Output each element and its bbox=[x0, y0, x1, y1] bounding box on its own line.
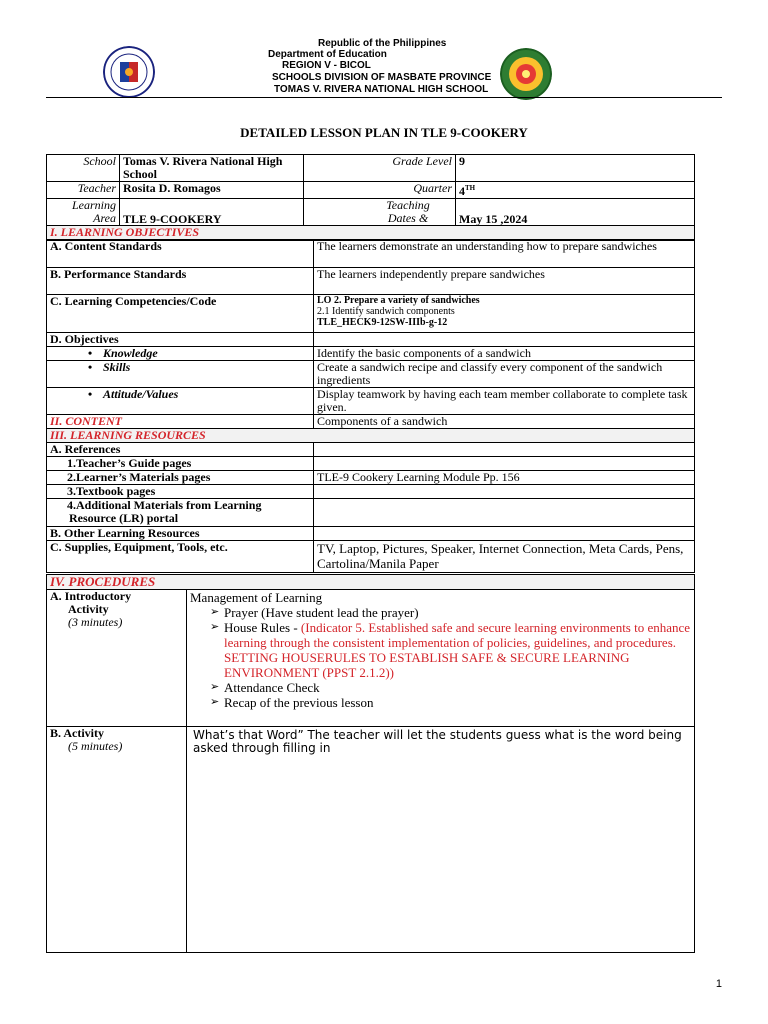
supplies-value: TV, Laptop, Pictures, Speaker, Internet Connection, Meta Cards, Pens, Cartolina/Manila Paper bbox=[314, 541, 695, 573]
supplies-label: C. Supplies, Equipment, Tools, etc. bbox=[47, 541, 314, 573]
intro-activity-label bbox=[47, 590, 187, 727]
header-school: TOMAS V. RIVERA NATIONAL HIGH SCHOOL bbox=[274, 84, 489, 95]
list-item-attendance: ➢ Attendance Check bbox=[210, 680, 691, 695]
school-label: School bbox=[47, 155, 120, 182]
skills-value: Create a sandwich recipe and classify every component of the sandwich ingredients bbox=[314, 361, 695, 388]
competency-lo: LO 2. Prepare a variety of sandwiches bbox=[317, 295, 480, 306]
lr-line1: 4.Additional Materials from Learning bbox=[67, 498, 262, 512]
list-item-recap: ➢ Recap of the previous lesson bbox=[210, 695, 691, 710]
content-value: Components of a sandwich bbox=[314, 415, 695, 429]
content-standards-value: The learners demonstrate an understanding how to prepare sandwiches bbox=[314, 240, 695, 268]
teachers-guide-value bbox=[314, 457, 695, 471]
attitude-value: Display teamwork by having each team member collaborate to complete task given. bbox=[314, 388, 695, 415]
objectives-d-empty bbox=[314, 333, 695, 347]
activity-time: (5 minutes) bbox=[68, 739, 123, 753]
lr-line2: Resource (LR) portal bbox=[69, 511, 179, 525]
teacher-value: Rosita D. Romagos bbox=[120, 182, 304, 199]
header-region: REGION V - BICOL bbox=[282, 60, 371, 71]
area-label-line2: Area bbox=[93, 211, 116, 225]
list-item-house-rules bbox=[210, 620, 691, 680]
teacher-label: Teacher bbox=[47, 182, 120, 199]
list-item-prayer: ➢ Prayer (Have student lead the prayer) bbox=[210, 605, 691, 620]
performance-standards-value: The learners independently prepare sandwiches bbox=[314, 268, 695, 295]
activity-label bbox=[47, 727, 187, 953]
header-division: SCHOOLS DIVISION OF MASBATE PROVINCE bbox=[272, 72, 492, 83]
teachers-guide-label: 1.Teacher’s Guide pages bbox=[47, 457, 314, 471]
content-heading: II. CONTENT bbox=[47, 415, 314, 429]
header-republic: Republic of the Philippines bbox=[318, 38, 447, 49]
procedures-heading: IV. PROCEDURES bbox=[47, 575, 695, 590]
competencies-value bbox=[314, 295, 695, 333]
grade-label: Grade Level bbox=[304, 155, 456, 182]
intro-time: (3 minutes) bbox=[68, 615, 123, 629]
textbook-value bbox=[314, 485, 695, 499]
bullet-icon: • bbox=[87, 346, 93, 360]
header-deped: Department of Education bbox=[268, 49, 387, 60]
area-label-line1: Learning bbox=[71, 198, 116, 212]
school-seal-logo bbox=[500, 48, 552, 100]
management-title: Management of Learning bbox=[190, 590, 323, 605]
quarter-label: Quarter bbox=[304, 182, 456, 199]
area-value: TLE 9-COOKERY bbox=[120, 199, 304, 241]
intro-activity-content bbox=[187, 590, 695, 727]
objectives-d-label: D. Objectives bbox=[47, 333, 314, 347]
resources-heading: III. LEARNING RESOURCES bbox=[47, 429, 695, 443]
quarter-value bbox=[456, 182, 695, 199]
references-empty bbox=[314, 443, 695, 457]
house-rules-prefix: House Rules - bbox=[224, 620, 301, 635]
learners-materials-value: TLE-9 Cookery Learning Module Pp. 156 bbox=[314, 471, 695, 485]
skills-text: Skills bbox=[103, 360, 131, 374]
knowledge-label bbox=[47, 347, 314, 361]
deped-seal-logo bbox=[103, 46, 155, 98]
competency-code: TLE_HECK9-12SW-IIIb-g-12 bbox=[317, 317, 448, 328]
learners-materials-label: 2.Learner’s Materials pages bbox=[47, 471, 314, 485]
lesson-table bbox=[46, 225, 695, 573]
knowledge-text: Knowledge bbox=[103, 346, 158, 360]
textbook-label: 3.Textbook pages bbox=[47, 485, 314, 499]
bullet-icon: • bbox=[87, 360, 93, 374]
objectives-heading: I. LEARNING OBJECTIVES bbox=[47, 226, 695, 240]
page-number: 1 bbox=[715, 978, 722, 990]
grade-value: 9 bbox=[456, 155, 695, 182]
document-title: DETAILED LESSON PLAN IN TLE 9-COOKERY bbox=[240, 125, 528, 140]
header-divider bbox=[46, 97, 722, 98]
attitude-label bbox=[47, 388, 314, 415]
other-resources-label: B. Other Learning Resources bbox=[47, 527, 314, 541]
lr-portal-label bbox=[47, 499, 314, 527]
quarter-suffix: TH bbox=[465, 184, 476, 192]
intro-label-line1: A. Introductory bbox=[50, 589, 132, 603]
procedures-table bbox=[46, 574, 695, 953]
competencies-label: C. Learning Competencies/Code bbox=[47, 295, 314, 333]
references-label: A. References bbox=[47, 443, 314, 457]
attitude-text: Attitude/Values bbox=[103, 387, 179, 401]
content-standards-label: A. Content Standards bbox=[47, 240, 314, 268]
activity-content: What’s that Word” The teacher will let the students guess what is the word being asked through filling in bbox=[187, 727, 695, 953]
management-list bbox=[190, 605, 691, 710]
skills-label bbox=[47, 361, 314, 388]
dates-value: May 15 ,2024 bbox=[456, 199, 695, 241]
intro-label-line2: Activity bbox=[68, 602, 109, 616]
bullet-icon: • bbox=[87, 387, 93, 401]
activity-label-text: B. Activity bbox=[50, 726, 104, 740]
school-value: Tomas V. Rivera National High School bbox=[120, 155, 304, 182]
dates-label-line2: Dates & bbox=[387, 211, 429, 225]
quarter-number: 4 bbox=[459, 184, 465, 198]
performance-standards-label: B. Performance Standards bbox=[47, 268, 314, 295]
dates-label-line3: Duration bbox=[385, 224, 430, 238]
knowledge-value: Identify the basic components of a sandwich bbox=[314, 347, 695, 361]
competency-sub: 2.1 Identify sandwich components bbox=[317, 306, 455, 317]
dates-label-line1: Teaching bbox=[386, 198, 430, 212]
lr-portal-value bbox=[314, 499, 695, 527]
house-rules-indicator: (Indicator 5. Established safe and secure learning environments to enhance learning through the consistent implementation of policies, guidelines, and procedures. SETTING HOUSERULES TO ESTABLISH SAFE & SECURE LEARNING ENVIRONMENT (PPST 2.1.2)) bbox=[224, 620, 691, 680]
other-resources-value bbox=[314, 527, 695, 541]
